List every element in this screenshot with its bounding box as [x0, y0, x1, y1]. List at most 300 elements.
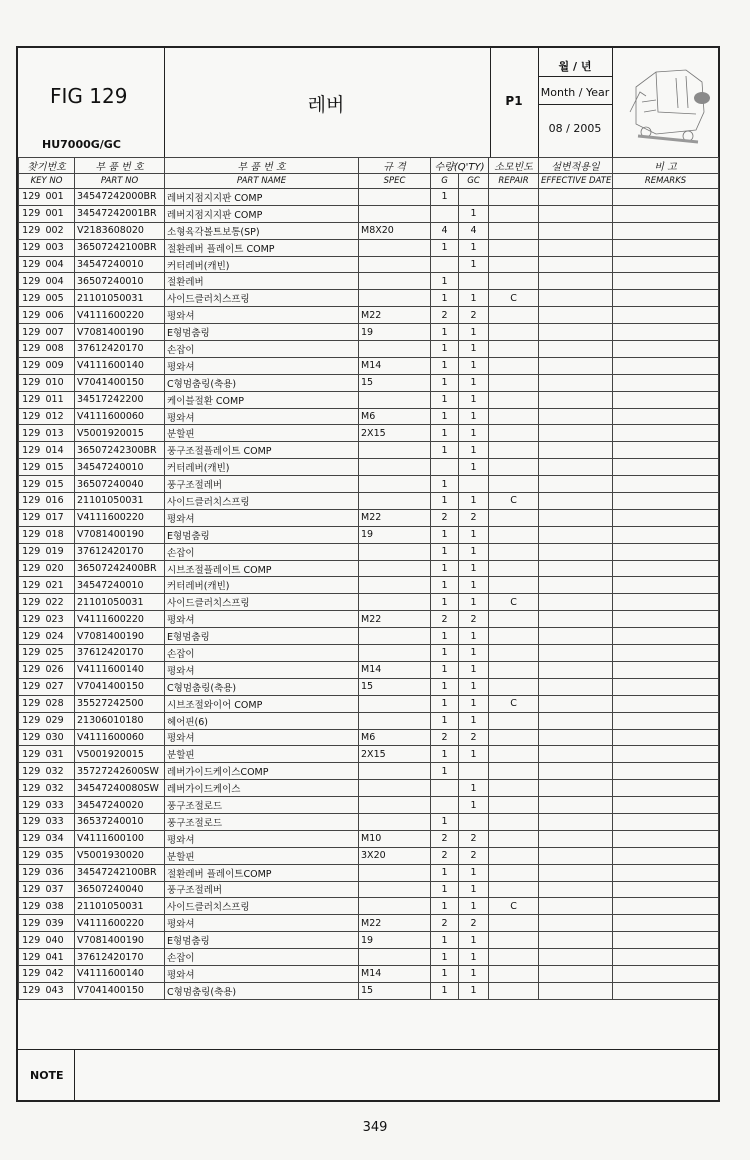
fig-cell: 129 — [19, 949, 44, 966]
key-no-cell: 018 — [44, 526, 75, 543]
page-title: 레버 — [307, 94, 345, 116]
repair-cell — [489, 205, 539, 222]
remarks-cell — [613, 678, 719, 695]
effective-date-cell — [539, 898, 613, 915]
key-no-cell: 009 — [44, 357, 75, 374]
qty-gc-cell — [459, 813, 489, 830]
effective-date-cell — [539, 932, 613, 949]
effective-date-cell — [539, 256, 613, 273]
part-no-cell: V7081400190 — [75, 628, 165, 645]
spec-cell: 2X15 — [359, 425, 431, 442]
part-name-cell: 풍구조절레버 — [165, 476, 359, 493]
remarks-cell — [613, 205, 719, 222]
fig-cell: 129 — [19, 459, 44, 476]
spec-cell: M14 — [359, 965, 431, 982]
fig-cell: 129 — [19, 189, 44, 206]
effective-date-cell — [539, 205, 613, 222]
effective-date-cell — [539, 239, 613, 256]
col-remarks: REMARKS — [613, 174, 719, 189]
part-name-cell: E형멈춤링 — [165, 932, 359, 949]
spec-cell: M10 — [359, 830, 431, 847]
part-name-cell: 풍구조절플레이트 COMP — [165, 442, 359, 459]
part-no-cell: 34547242100BR — [75, 864, 165, 881]
key-no-cell: 039 — [44, 915, 75, 932]
part-no-cell: 34547240010 — [75, 459, 165, 476]
fig-cell: 129 — [19, 729, 44, 746]
repair-cell: C — [489, 695, 539, 712]
fig-cell: 129 — [19, 847, 44, 864]
table-row — [19, 459, 719, 476]
col-spec-kr: 규 격 — [359, 158, 431, 174]
remarks-cell — [613, 307, 719, 324]
part-name-cell: 평와셔 — [165, 408, 359, 425]
effective-date-cell — [539, 526, 613, 543]
spec-cell: 15 — [359, 374, 431, 391]
key-no-cell: 033 — [44, 797, 75, 814]
remarks-cell — [613, 459, 719, 476]
repair-cell — [489, 847, 539, 864]
key-no-cell: 004 — [44, 256, 75, 273]
repair-cell: C — [489, 290, 539, 307]
effective-date-cell — [539, 729, 613, 746]
part-no-cell: 21101050031 — [75, 290, 165, 307]
part-name-cell: 레버지점지지판 COMP — [165, 189, 359, 206]
part-name-cell: 커터레버(캐빈) — [165, 256, 359, 273]
remarks-cell — [613, 611, 719, 628]
fig-number: FIG 129 — [50, 84, 128, 108]
repair-cell — [489, 678, 539, 695]
repair-cell — [489, 239, 539, 256]
month-year-kr: 월 / 년 — [558, 60, 592, 73]
repair-cell — [489, 357, 539, 374]
table-row — [19, 290, 719, 307]
fig-cell: 129 — [19, 712, 44, 729]
spec-cell: M8X20 — [359, 222, 431, 239]
remarks-cell — [613, 645, 719, 662]
part-no-cell: 35527242500 — [75, 695, 165, 712]
table-row — [19, 881, 719, 898]
remarks-cell — [613, 982, 719, 999]
part-name-cell: 레버가이드케이스COMP — [165, 763, 359, 780]
part-no-cell: V7081400190 — [75, 526, 165, 543]
spec-cell: M14 — [359, 661, 431, 678]
fig-cell: 129 — [19, 476, 44, 493]
part-name-cell: 평와셔 — [165, 509, 359, 526]
qty-gc-cell — [459, 189, 489, 206]
repair-cell — [489, 780, 539, 797]
table-row — [19, 678, 719, 695]
table-row — [19, 341, 719, 358]
part-no-cell: V7081400190 — [75, 324, 165, 341]
effective-date-cell — [539, 290, 613, 307]
repair-cell — [489, 273, 539, 290]
remarks-cell — [613, 813, 719, 830]
spec-cell: M22 — [359, 509, 431, 526]
table-row — [19, 560, 719, 577]
qty-gc-cell: 1 — [459, 341, 489, 358]
part-no-cell: V4111600220 — [75, 307, 165, 324]
key-no-cell: 020 — [44, 560, 75, 577]
table-row — [19, 611, 719, 628]
qty-g-cell: 2 — [431, 307, 459, 324]
spec-cell — [359, 949, 431, 966]
repair-cell — [489, 949, 539, 966]
repair-cell — [489, 543, 539, 560]
remarks-cell — [613, 239, 719, 256]
part-name-cell: 사이드클러치스프링 — [165, 290, 359, 307]
key-no-cell: 021 — [44, 577, 75, 594]
fig-cell: 129 — [19, 273, 44, 290]
effective-date-cell — [539, 357, 613, 374]
part-name-cell: 평와셔 — [165, 965, 359, 982]
col-qty-gc: GC — [459, 174, 489, 189]
table-row — [19, 526, 719, 543]
part-name-cell: 레버지점지지판 COMP — [165, 205, 359, 222]
spec-cell — [359, 493, 431, 510]
key-no-cell: 008 — [44, 341, 75, 358]
spec-cell — [359, 205, 431, 222]
part-no-cell: 35727242600SW — [75, 763, 165, 780]
qty-g-cell — [431, 797, 459, 814]
effective-date-cell — [539, 543, 613, 560]
col-effective-kr: 설변적용일 — [539, 158, 613, 174]
qty-gc-cell: 1 — [459, 442, 489, 459]
key-no-cell: 003 — [44, 239, 75, 256]
fig-cell: 129 — [19, 932, 44, 949]
effective-date-cell — [539, 442, 613, 459]
remarks-cell — [613, 932, 719, 949]
repair-cell — [489, 797, 539, 814]
effective-date-cell — [539, 949, 613, 966]
part-no-cell: 36507240040 — [75, 881, 165, 898]
qty-gc-cell — [459, 476, 489, 493]
remarks-cell — [613, 425, 719, 442]
table-row — [19, 476, 719, 493]
repair-cell — [489, 661, 539, 678]
qty-gc-cell: 1 — [459, 239, 489, 256]
part-no-cell: 21306010180 — [75, 712, 165, 729]
note-label: NOTE — [30, 1069, 64, 1082]
repair-cell — [489, 982, 539, 999]
fig-cell: 129 — [19, 898, 44, 915]
fig-cell: 129 — [19, 881, 44, 898]
part-no-cell: 34547242000BR — [75, 189, 165, 206]
qty-g-cell: 1 — [431, 763, 459, 780]
part-no-cell: V2183608020 — [75, 222, 165, 239]
effective-date-cell — [539, 847, 613, 864]
key-no-cell: 041 — [44, 949, 75, 966]
part-no-cell: V4111600140 — [75, 661, 165, 678]
model-name: HU7000G/GC — [42, 138, 121, 151]
remarks-cell — [613, 594, 719, 611]
fig-cell: 129 — [19, 678, 44, 695]
qty-g-cell: 1 — [431, 324, 459, 341]
qty-gc-cell: 1 — [459, 577, 489, 594]
part-no-cell: 36507242300BR — [75, 442, 165, 459]
qty-g-cell: 1 — [431, 881, 459, 898]
table-row — [19, 813, 719, 830]
remarks-cell — [613, 881, 719, 898]
part-no-cell: 36537240010 — [75, 813, 165, 830]
effective-date-cell — [539, 645, 613, 662]
effective-date-cell — [539, 965, 613, 982]
table-row — [19, 357, 719, 374]
remarks-cell — [613, 830, 719, 847]
table-row — [19, 222, 719, 239]
effective-date-cell — [539, 661, 613, 678]
remarks-cell — [613, 442, 719, 459]
qty-g-cell: 1 — [431, 645, 459, 662]
qty-gc-cell: 1 — [459, 324, 489, 341]
fig-cell: 129 — [19, 780, 44, 797]
table-row — [19, 729, 719, 746]
part-name-cell: 사이드클러치스프링 — [165, 898, 359, 915]
table-row — [19, 442, 719, 459]
qty-g-cell: 2 — [431, 729, 459, 746]
col-key-no-kr: 찾기번호 — [19, 158, 75, 174]
part-name-cell: 케이블절환 COMP — [165, 391, 359, 408]
month-year-en: Month / Year — [540, 86, 610, 99]
repair-cell — [489, 442, 539, 459]
remarks-cell — [613, 763, 719, 780]
part-no-cell: V5001920015 — [75, 746, 165, 763]
table-row — [19, 982, 719, 999]
qty-g-cell: 1 — [431, 290, 459, 307]
part-name-cell: 절환레버 — [165, 273, 359, 290]
repair-cell — [489, 628, 539, 645]
col-repair-kr: 소모빈도 — [489, 158, 539, 174]
part-name-cell: C형멈춤링(축용) — [165, 374, 359, 391]
effective-date-cell — [539, 189, 613, 206]
table-row — [19, 847, 719, 864]
qty-g-cell: 1 — [431, 239, 459, 256]
table-row — [19, 645, 719, 662]
remarks-cell — [613, 915, 719, 932]
table-row — [19, 661, 719, 678]
table-row — [19, 391, 719, 408]
effective-date-cell — [539, 797, 613, 814]
part-name-cell: 분할핀 — [165, 425, 359, 442]
remarks-cell — [613, 661, 719, 678]
table-row — [19, 830, 719, 847]
part-name-cell: 평와셔 — [165, 729, 359, 746]
part-name-cell: 분할핀 — [165, 746, 359, 763]
spec-cell — [359, 645, 431, 662]
spec-cell — [359, 290, 431, 307]
header-row-korean — [19, 158, 719, 174]
qty-gc-cell: 1 — [459, 391, 489, 408]
spec-cell — [359, 239, 431, 256]
spec-cell: M22 — [359, 915, 431, 932]
part-name-cell: 시브조절플레이트 COMP — [165, 560, 359, 577]
table-row — [19, 577, 719, 594]
repair-cell — [489, 425, 539, 442]
effective-date-cell — [539, 881, 613, 898]
key-no-cell: 023 — [44, 611, 75, 628]
remarks-cell — [613, 746, 719, 763]
remarks-cell — [613, 797, 719, 814]
key-no-cell: 031 — [44, 746, 75, 763]
qty-gc-cell: 1 — [459, 526, 489, 543]
effective-date-cell — [539, 273, 613, 290]
table-row — [19, 509, 719, 526]
fig-cell: 129 — [19, 307, 44, 324]
repair-cell — [489, 965, 539, 982]
effective-date-cell — [539, 459, 613, 476]
spec-cell: M6 — [359, 408, 431, 425]
revision-date: 08 / 2005 — [548, 122, 602, 135]
qty-g-cell — [431, 205, 459, 222]
table-row — [19, 949, 719, 966]
key-no-cell: 007 — [44, 324, 75, 341]
qty-g-cell: 1 — [431, 628, 459, 645]
fig-cell: 129 — [19, 425, 44, 442]
key-no-cell: 027 — [44, 678, 75, 695]
spec-cell — [359, 898, 431, 915]
qty-g-cell: 1 — [431, 695, 459, 712]
key-no-cell: 012 — [44, 408, 75, 425]
part-name-cell: E형멈춤링 — [165, 628, 359, 645]
remarks-cell — [613, 290, 719, 307]
part-name-cell: 레버가이드케이스 — [165, 780, 359, 797]
remarks-cell — [613, 526, 719, 543]
qty-gc-cell: 1 — [459, 374, 489, 391]
qty-gc-cell: 1 — [459, 408, 489, 425]
remarks-cell — [613, 374, 719, 391]
repair-cell — [489, 341, 539, 358]
fig-cell: 129 — [19, 982, 44, 999]
table-row — [19, 780, 719, 797]
fig-cell: 129 — [19, 256, 44, 273]
part-no-cell: V4111600060 — [75, 729, 165, 746]
repair-cell: C — [489, 493, 539, 510]
part-no-cell: V7081400190 — [75, 932, 165, 949]
part-no-cell: V7041400150 — [75, 374, 165, 391]
spec-cell — [359, 881, 431, 898]
repair-cell — [489, 813, 539, 830]
fig-cell: 129 — [19, 560, 44, 577]
qty-g-cell: 1 — [431, 442, 459, 459]
parts-list-sheet — [16, 46, 720, 1102]
fig-cell: 129 — [19, 915, 44, 932]
qty-g-cell: 1 — [431, 813, 459, 830]
remarks-cell — [613, 493, 719, 510]
fig-cell: 129 — [19, 341, 44, 358]
part-no-cell: V4111600220 — [75, 611, 165, 628]
remarks-cell — [613, 391, 719, 408]
col-part-no-kr: 부 품 번 호 — [75, 158, 165, 174]
spec-cell — [359, 341, 431, 358]
effective-date-cell — [539, 476, 613, 493]
fig-cell: 129 — [19, 408, 44, 425]
qty-g-cell: 1 — [431, 982, 459, 999]
spec-cell — [359, 780, 431, 797]
spec-cell — [359, 712, 431, 729]
key-no-cell: 011 — [44, 391, 75, 408]
repair-cell — [489, 881, 539, 898]
col-qty-kr: 수량(Q'TY) — [431, 158, 489, 174]
qty-gc-cell: 1 — [459, 290, 489, 307]
qty-gc-cell: 1 — [459, 459, 489, 476]
key-no-cell: 032 — [44, 780, 75, 797]
part-name-cell: 시브조절와이어 COMP — [165, 695, 359, 712]
part-no-cell: V4111600220 — [75, 915, 165, 932]
remarks-cell — [613, 965, 719, 982]
key-no-cell: 024 — [44, 628, 75, 645]
repair-cell — [489, 189, 539, 206]
qty-gc-cell: 1 — [459, 797, 489, 814]
remarks-cell — [613, 256, 719, 273]
fig-cell: 129 — [19, 695, 44, 712]
spec-cell — [359, 577, 431, 594]
fig-cell: 129 — [19, 628, 44, 645]
qty-g-cell: 1 — [431, 678, 459, 695]
remarks-cell — [613, 560, 719, 577]
remarks-cell — [613, 357, 719, 374]
table-row — [19, 763, 719, 780]
qty-g-cell: 2 — [431, 509, 459, 526]
repair-cell — [489, 509, 539, 526]
repair-cell: C — [489, 594, 539, 611]
remarks-cell — [613, 543, 719, 560]
table-row — [19, 324, 719, 341]
qty-gc-cell: 1 — [459, 695, 489, 712]
qty-g-cell — [431, 256, 459, 273]
repair-cell — [489, 391, 539, 408]
qty-gc-cell: 2 — [459, 729, 489, 746]
key-no-cell: 004 — [44, 273, 75, 290]
part-no-cell: 37612420170 — [75, 543, 165, 560]
qty-g-cell: 1 — [431, 949, 459, 966]
remarks-cell — [613, 273, 719, 290]
spec-cell — [359, 476, 431, 493]
qty-g-cell: 1 — [431, 898, 459, 915]
repair-cell — [489, 645, 539, 662]
effective-date-cell — [539, 746, 613, 763]
spec-cell — [359, 459, 431, 476]
table-row — [19, 493, 719, 510]
note-section — [18, 1049, 718, 1101]
part-no-cell: 34547240010 — [75, 577, 165, 594]
part-name-cell: 사이드클러치스프링 — [165, 493, 359, 510]
key-no-cell: 016 — [44, 493, 75, 510]
qty-g-cell: 1 — [431, 577, 459, 594]
repair-cell — [489, 560, 539, 577]
part-no-cell: 34547240080SW — [75, 780, 165, 797]
remarks-cell — [613, 898, 719, 915]
qty-g-cell: 1 — [431, 476, 459, 493]
part-name-cell: 절환레버 플레이트COMP — [165, 864, 359, 881]
effective-date-cell — [539, 493, 613, 510]
qty-gc-cell: 1 — [459, 678, 489, 695]
qty-gc-cell: 1 — [459, 898, 489, 915]
spec-cell: M6 — [359, 729, 431, 746]
fig-cell: 129 — [19, 493, 44, 510]
part-name-cell: 커터레버(캐빈) — [165, 459, 359, 476]
effective-date-cell — [539, 763, 613, 780]
fig-cell: 129 — [19, 391, 44, 408]
part-name-cell: 풍구조절로드 — [165, 813, 359, 830]
effective-date-cell — [539, 915, 613, 932]
key-no-cell: 015 — [44, 476, 75, 493]
table-row — [19, 239, 719, 256]
table-row — [19, 205, 719, 222]
part-name-cell: 분할핀 — [165, 847, 359, 864]
part-no-cell: 36507242100BR — [75, 239, 165, 256]
fig-cell: 129 — [19, 222, 44, 239]
table-row — [19, 864, 719, 881]
qty-g-cell: 1 — [431, 425, 459, 442]
